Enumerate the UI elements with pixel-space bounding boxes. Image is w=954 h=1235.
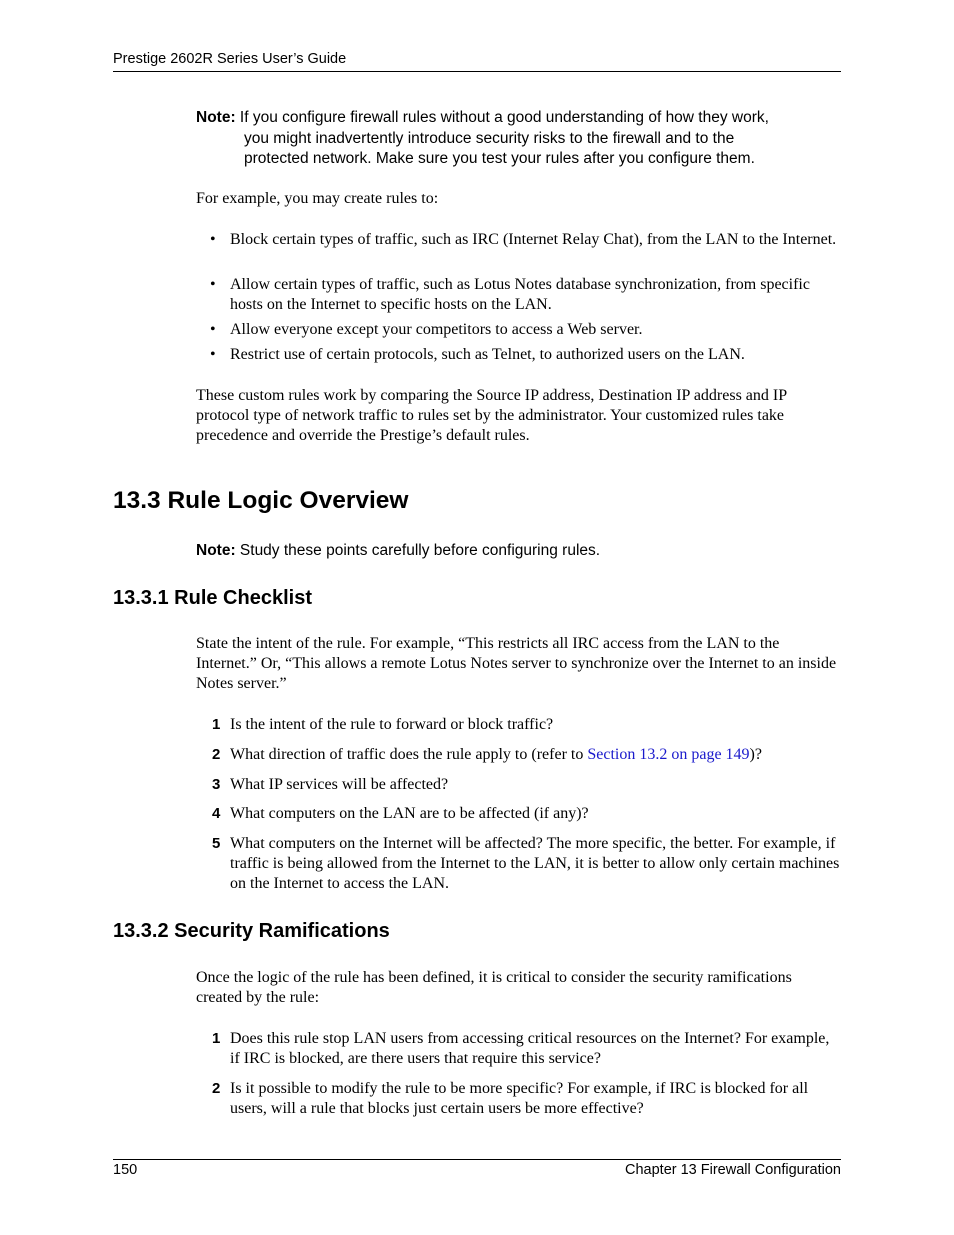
item-number: 3 — [212, 776, 221, 793]
note-label: Note: — [196, 109, 236, 126]
item-number: 5 — [212, 835, 221, 852]
note-line-3: protected network. Make sure you test your rules after you configure them. — [244, 150, 755, 167]
item-text: Is the intent of the rule to forward or block traffic? — [230, 716, 554, 733]
section-heading-13-3-2: 13.3.2 Security Ramifications — [113, 920, 390, 942]
footer-chapter-title: Chapter 13 Firewall Configuration — [625, 1162, 841, 1178]
note-line-2: you might inadvertently introduce security risks to the firewall and to the — [244, 129, 735, 147]
section-heading-13-3: 13.3 Rule Logic Overview — [113, 487, 409, 514]
footer-divider — [113, 1159, 841, 1160]
note-study-points — [196, 541, 846, 562]
item-number: 1 — [212, 716, 221, 733]
header-divider — [113, 71, 841, 72]
bullet-icon: • — [210, 231, 216, 248]
note-label: Note: — [196, 542, 236, 559]
item-number: 4 — [212, 805, 221, 822]
page-number: 150 — [113, 1162, 138, 1178]
note-firewall-rules — [196, 108, 846, 170]
item-text: What computers on the Internet will be affected? The more specific, the better. For example, if traffic is being allowed from the Internet to the LAN, it is better to allow only certain machines on the Internet to access the LAN. — [230, 835, 840, 892]
bullet-text: Restrict use of certain protocols, such as Telnet, to authorized users on the LAN. — [230, 346, 745, 363]
section-heading-13-3-1: 13.3.1 Rule Checklist — [113, 587, 312, 609]
item-text: Does this rule stop LAN users from accessing critical resources on the Internet? For example, if IRC is blocked, are there users that require this service? — [230, 1030, 830, 1067]
custom-rules-paragraph: These custom rules work by comparing the Source IP address, Destination IP address and IP protocol type of network traffic to rules set by the administrator. Your customized rules take precedence and override the Prestige’s default rules. — [196, 387, 787, 444]
intro-paragraph: For example, you may create rules to: — [196, 190, 439, 207]
bullet-icon: • — [210, 276, 216, 293]
bullet-text: Allow everyone except your competitors to access a Web server. — [230, 321, 643, 338]
bullet-icon: • — [210, 346, 216, 363]
bullet-text: Block certain types of traffic, such as IRC (Internet Relay Chat), from the LAN to the Internet. — [230, 231, 837, 248]
section-link[interactable]: Section 13.2 on page 149 — [587, 746, 750, 763]
running-header-title: Prestige 2602R Series User’s Guide — [113, 51, 347, 67]
item-text: What computers on the LAN are to be affected (if any)? — [230, 805, 589, 822]
note-line-1: If you configure firewall rules without a good understanding of how they work, — [239, 109, 769, 126]
item-number: 1 — [212, 1030, 221, 1047]
item-number: 2 — [212, 1080, 221, 1097]
item-text: What direction of traffic does the rule apply to (refer to Section 13.2 on page 149)? — [230, 746, 762, 763]
bullet-icon: • — [210, 321, 216, 338]
security-ramifications-paragraph: Once the logic of the rule has been defined, it is critical to consider the security ramifications created by the rule: — [196, 969, 792, 1006]
bullet-text: Allow certain types of traffic, such as Lotus Notes database synchronization, from specific hosts on the Internet to specific hosts on the LAN. — [230, 276, 810, 313]
item-text: Is it possible to modify the rule to be more specific? For example, if IRC is blocked for all users, will a rule that blocks just certain users be more effective? — [230, 1080, 809, 1117]
item-text: What IP services will be affected? — [230, 776, 449, 793]
note-text: Study these points carefully before configuring rules. — [239, 542, 601, 559]
rule-checklist-paragraph: State the intent of the rule. For example, “This restricts all IRC access from the LAN to the Internet.” Or, “This allows a remote Lotus Notes server to synchronize over the Internet to an inside Notes server.” — [196, 635, 837, 692]
item-number: 2 — [212, 746, 221, 763]
